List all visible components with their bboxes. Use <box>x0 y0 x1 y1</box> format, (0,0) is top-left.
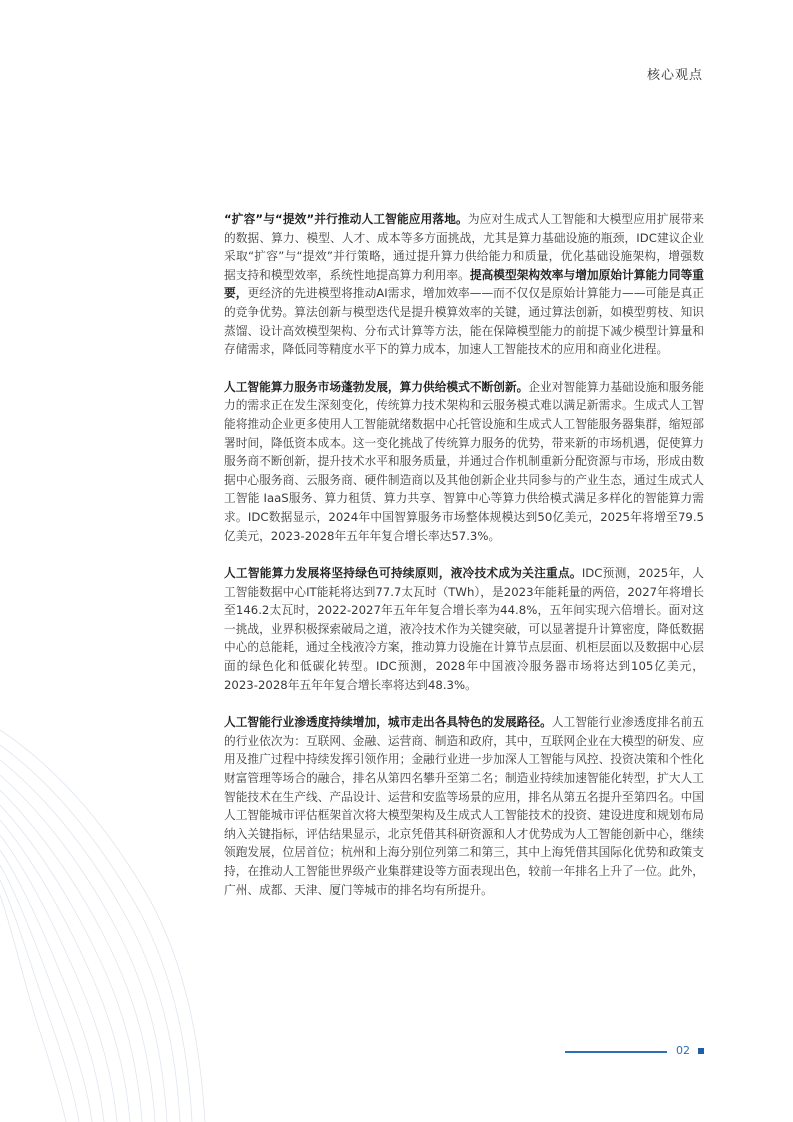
footer-square-marker <box>698 1048 704 1054</box>
main-content <box>224 210 704 918</box>
decorative-wave-pattern <box>0 690 260 1122</box>
paragraph-industry-penetration <box>224 713 704 899</box>
paragraph-green-liquid-cooling <box>224 564 704 694</box>
paragraph-body: IDC预测，2025年，人工智能数据中心IT能耗将达到77.7太瓦时（TWh），是2023年能耗量的两倍，2027年将增长至146.2太瓦时，2022-2027年五年年复合增长率为44.8%，五年间实现六倍增长。面对这一挑战，业界积极探索破局之道，液冷技术作为关键突破，可以显著提升计算密度，降低数据中心的总能耗，通过全栈液冷方案，推动算力设施在计算节点层面、机柜层面以及数据中心层面的绿色化和低碳化转型。IDC预测，2028年中国液冷服务器市场将达到105亿美元，2023-2028年五年年复合增长率将达到48.3%。 <box>224 566 704 692</box>
section-label: 核心观点 <box>646 68 703 83</box>
paragraph-body: 人工智能行业渗透度排名前五的行业依次为：互联网、金融、运营商、制造和政府，其中，互联网企业在大模型的研发、应用及推广过程中持续发挥引领作用；金融行业进一步加深人工智能与风控、投资决策和个性化财富管理等场合的融合，排名从第四名攀升至第二名；制造业持续加速智能化转型，扩大人工智能技术在生产线、产品设计、运营和安监等场景的应用，排名从第五名提升至第四名。中国人工智能城市评估框架首次将大模型架构及生成式人工智能技术的投资、建设进度和规划布局纳入关键指标，评估结果显示，北京凭借其科研资源和人才优势成为人工智能创新中心，继续领跑发展，位居首位；杭州和上海分别位列第二和第三，其中上海凭借其国际化优势和政策支持，在推动人工智能世界级产业集群建设等方面表现出色，较前一年排名上升了一位。此外，广州、成都、天津、厦门等城市的排名均有所提升。 <box>224 715 704 897</box>
footer-rule <box>565 1051 667 1053</box>
paragraph-body: 企业对智能算力基础设施和服务能力的需求正在发生深刻变化，传统算力技术架构和云服务模式难以满足新需求。生成式人工智能将推动企业更多使用人工智能就绪数据中心托管设施和生成式人工智能服务器集群，缩短部署时间，降低资本成本。这一变化挑战了传统算力服务的优势，带来新的市场机遇，促使算力服务商不断创新，提升技术水平和服务质量，并通过合作机制重新分配资源与市场，形成由数据中心服务商、云服务商、硬件制造商以及其他创新企业共同参与的产业生态，通过生成式人工智能 IaaS服务、算力租赁、算力共享、智算中心等算力供给模式满足多样化的智能算力需求。IDC数据显示，2024年中国智算服务市场整体规模达到50亿美元，2025年将增至79.5亿美元，2023-2028年五年年复合增长率达57.3%。 <box>224 379 704 543</box>
paragraph-body: 为应对生成式人工智能和大模型应用扩展带来的数据、算力、模型、人才、成本等多方面挑战，尤其是算力基础设施的瓶颈，IDC建议企业采取“扩容”与“提效”并行策略，通过提升算力供给能力和质量，优化基础设施架构，增强数据支持和模型效率，系统性地提高算力利用率。 <box>224 212 704 282</box>
paragraph-scale-and-efficiency <box>224 210 704 359</box>
page-number: 02 <box>676 1044 690 1057</box>
paragraph-compute-services <box>224 378 704 545</box>
paragraph-lead: 人工智能算力发展将坚持绿色可持续原则，液冷技术成为关注重点。 <box>224 566 582 581</box>
paragraph-lead: “扩容”与“提效”并行推动人工智能应用落地。 <box>224 212 468 226</box>
paragraph-lead: 人工智能行业渗透度持续增加，城市走出各具特色的发展路径。 <box>224 715 552 730</box>
paragraph-lead: 人工智能算力服务市场蓬勃发展，算力供给模式不断创新。 <box>224 379 529 394</box>
paragraph-body-secondary: 更经济的先进模型将推动AI需求，增加效率——而不仅仅是原始计算能力——可能是真正的竞争优势。算法创新与模型迭代是提升模算效率的关键，通过算法创新，如模型剪枝、知识蒸馏、设计高效模型架构、分布式计算等方法，能在保障模型能力的前提下减少模型计算量和存储需求，降低同等精度水平下的算力成本，加速人工智能技术的应用和商业化进程。 <box>224 286 704 357</box>
paragraph-lead-secondary: 提高模型架构效率与增加原始计算能力同等重要， <box>224 267 704 301</box>
